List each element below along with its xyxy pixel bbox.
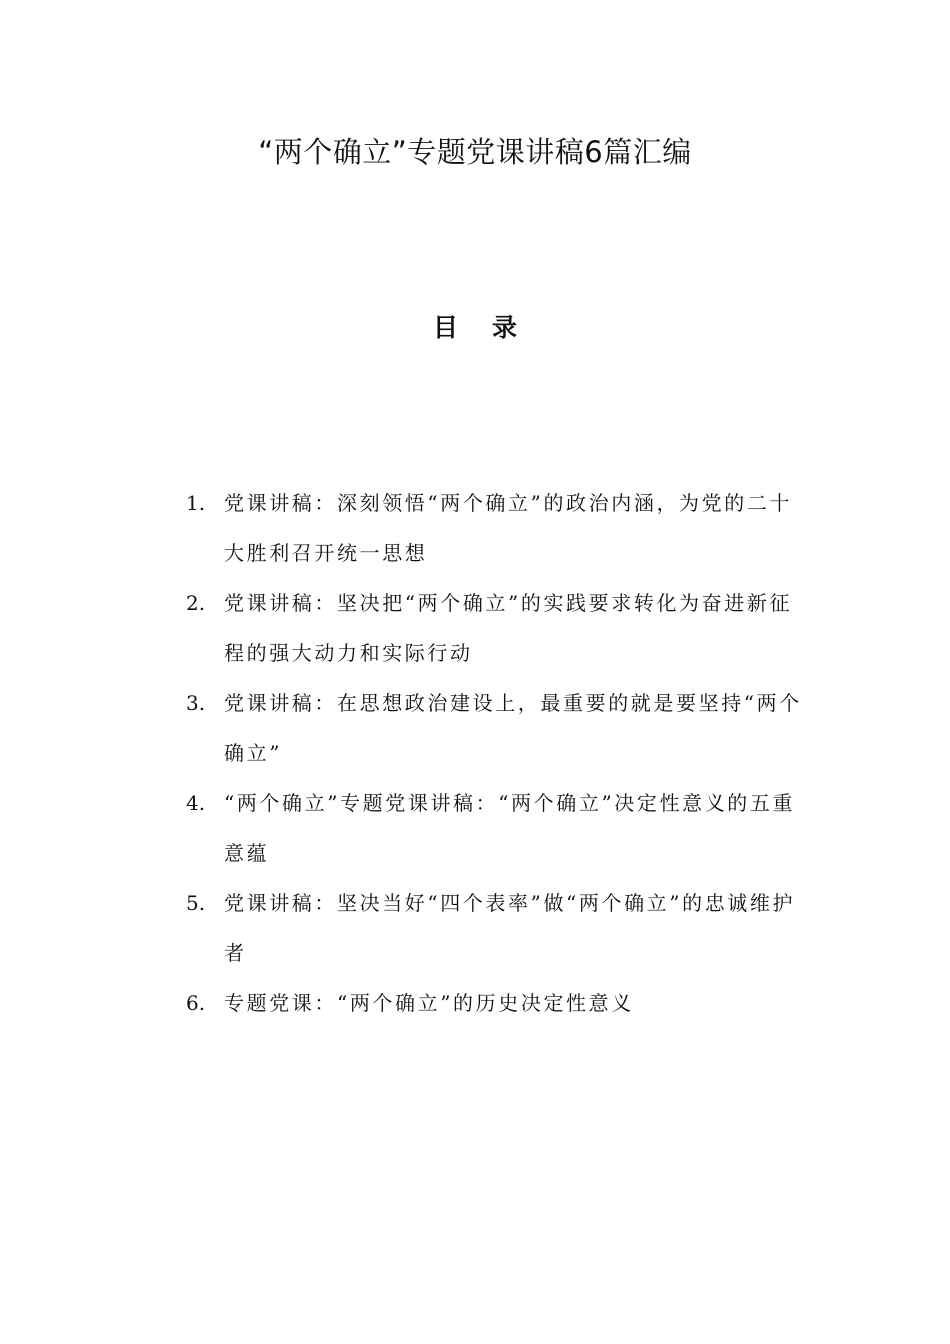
toc-item-3[interactable] (186, 678, 806, 778)
table-of-contents (186, 478, 806, 1028)
toc-item-5[interactable] (186, 878, 806, 978)
toc-item-text: 党课讲稿：坚决把“两个确立”的实践要求转化为奋进新征程的强大动力和实际行动 (224, 591, 793, 665)
toc-item-4[interactable] (186, 778, 806, 878)
toc-item-2[interactable] (186, 578, 806, 678)
toc-item-number: 1. (186, 491, 206, 515)
toc-item-text: 党课讲稿：在思想政治建设上，最重要的就是要坚持“两个确立” (224, 691, 802, 765)
toc-item-number: 5. (186, 891, 206, 915)
toc-item-number: 4. (186, 791, 206, 815)
toc-item-text: 党课讲稿：深刻领悟“两个确立”的政治内涵，为党的二十大胜利召开统一思想 (224, 491, 793, 565)
toc-item-text: 党课讲稿：坚决当好“四个表率”做“两个确立”的忠诚维护者 (224, 891, 796, 965)
toc-item-number: 6. (186, 991, 206, 1015)
toc-item-text: “两个确立”专题党课讲稿：“两个确立”决定性意义的五重意蕴 (224, 791, 796, 865)
toc-heading: 目录 (432, 313, 551, 342)
toc-item-text: 专题党课：“两个确立”的历史决定性意义 (224, 991, 634, 1015)
document-title: “两个确立”专题党课讲稿6篇汇编 (258, 135, 692, 169)
toc-item-1[interactable] (186, 478, 806, 578)
toc-item-number: 2. (186, 591, 206, 615)
toc-item-number: 3. (186, 691, 206, 715)
toc-item-6[interactable] (186, 978, 806, 1028)
